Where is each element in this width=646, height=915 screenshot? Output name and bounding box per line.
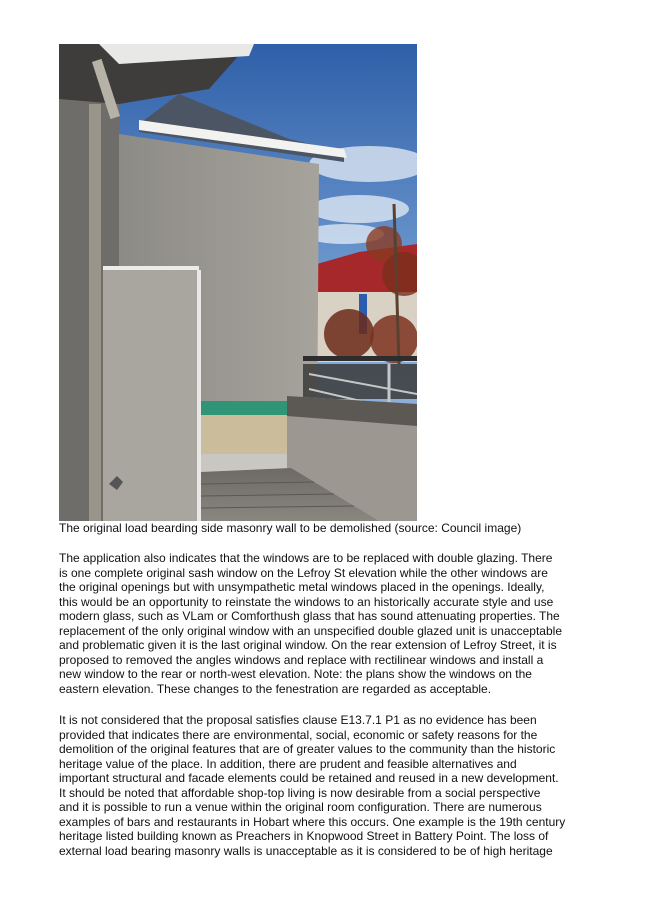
wall-photo-illustration [59, 44, 417, 521]
text-line: proposed to removed the angles windows and replace with rectilinear windows and install a [59, 652, 544, 667]
text-line: replacement of the only original window with an unspecified double glazed unit is unacceptable [59, 623, 562, 638]
text-line: and problematic given it is the last original window. On the rear extension of Lefroy Street, it is [59, 638, 557, 652]
text-line: new window to the rear or north-west elevation. Note: the plans show the windows on the [59, 667, 532, 681]
text-line: heritage listed building known as Preachers in Knopwood Street in Battery Point. The loss of [59, 829, 549, 843]
text-line: modern glass, such as VLam or Comforthush glass that has sound attenuating properties. The [59, 609, 560, 623]
text-line: and it is possible to run a venue within the original room configuration. There are numerous [59, 800, 542, 814]
paragraph-heritage-assessment [59, 713, 599, 858]
wall-photo [59, 44, 417, 521]
text-line: is one complete original sash window on the Lefroy St elevation while the other windows are [59, 565, 548, 580]
text-line: The application also indicates that the windows are to be replaced with double glazing. There [59, 551, 553, 565]
text-line: It should be noted that affordable shop-top living is now desirable from a social perspective [59, 785, 541, 800]
text-line: eastern elevation. These changes to the fenestration are regarded as acceptable. [59, 681, 492, 696]
text-line: It is not considered that the proposal satisfies clause E13.7.1 P1 as no evidence has been [59, 713, 537, 727]
photo-caption: The original load bearding side masonry wall to be demolished (source: Council image) [59, 521, 522, 535]
text-line: examples of bars and restaurants in Hobart where this occurs. One example is the 19th century [59, 814, 566, 829]
text-line: this would be an opportunity to reinstate the windows to an historically accurate style and use [59, 594, 554, 609]
paragraph-glazing [59, 551, 599, 696]
text-line: external load bearing masonry walls is unacceptable as it is considered to be of high heritage [59, 843, 553, 858]
text-line: provided that indicates there are environmental, social, economic or safety reasons for the [59, 727, 538, 742]
text-line: the original openings but with unsympathetic metal windows placed in the openings. Ideally, [59, 580, 545, 594]
text-line: important structural and facade elements could be retained and reused in a new development. [59, 771, 559, 785]
text-line: demolition of the original features that are of greater values to the community than the historic [59, 742, 556, 756]
text-line: heritage value of the place. In addition, there are prudent and feasible alternatives and [59, 756, 517, 771]
